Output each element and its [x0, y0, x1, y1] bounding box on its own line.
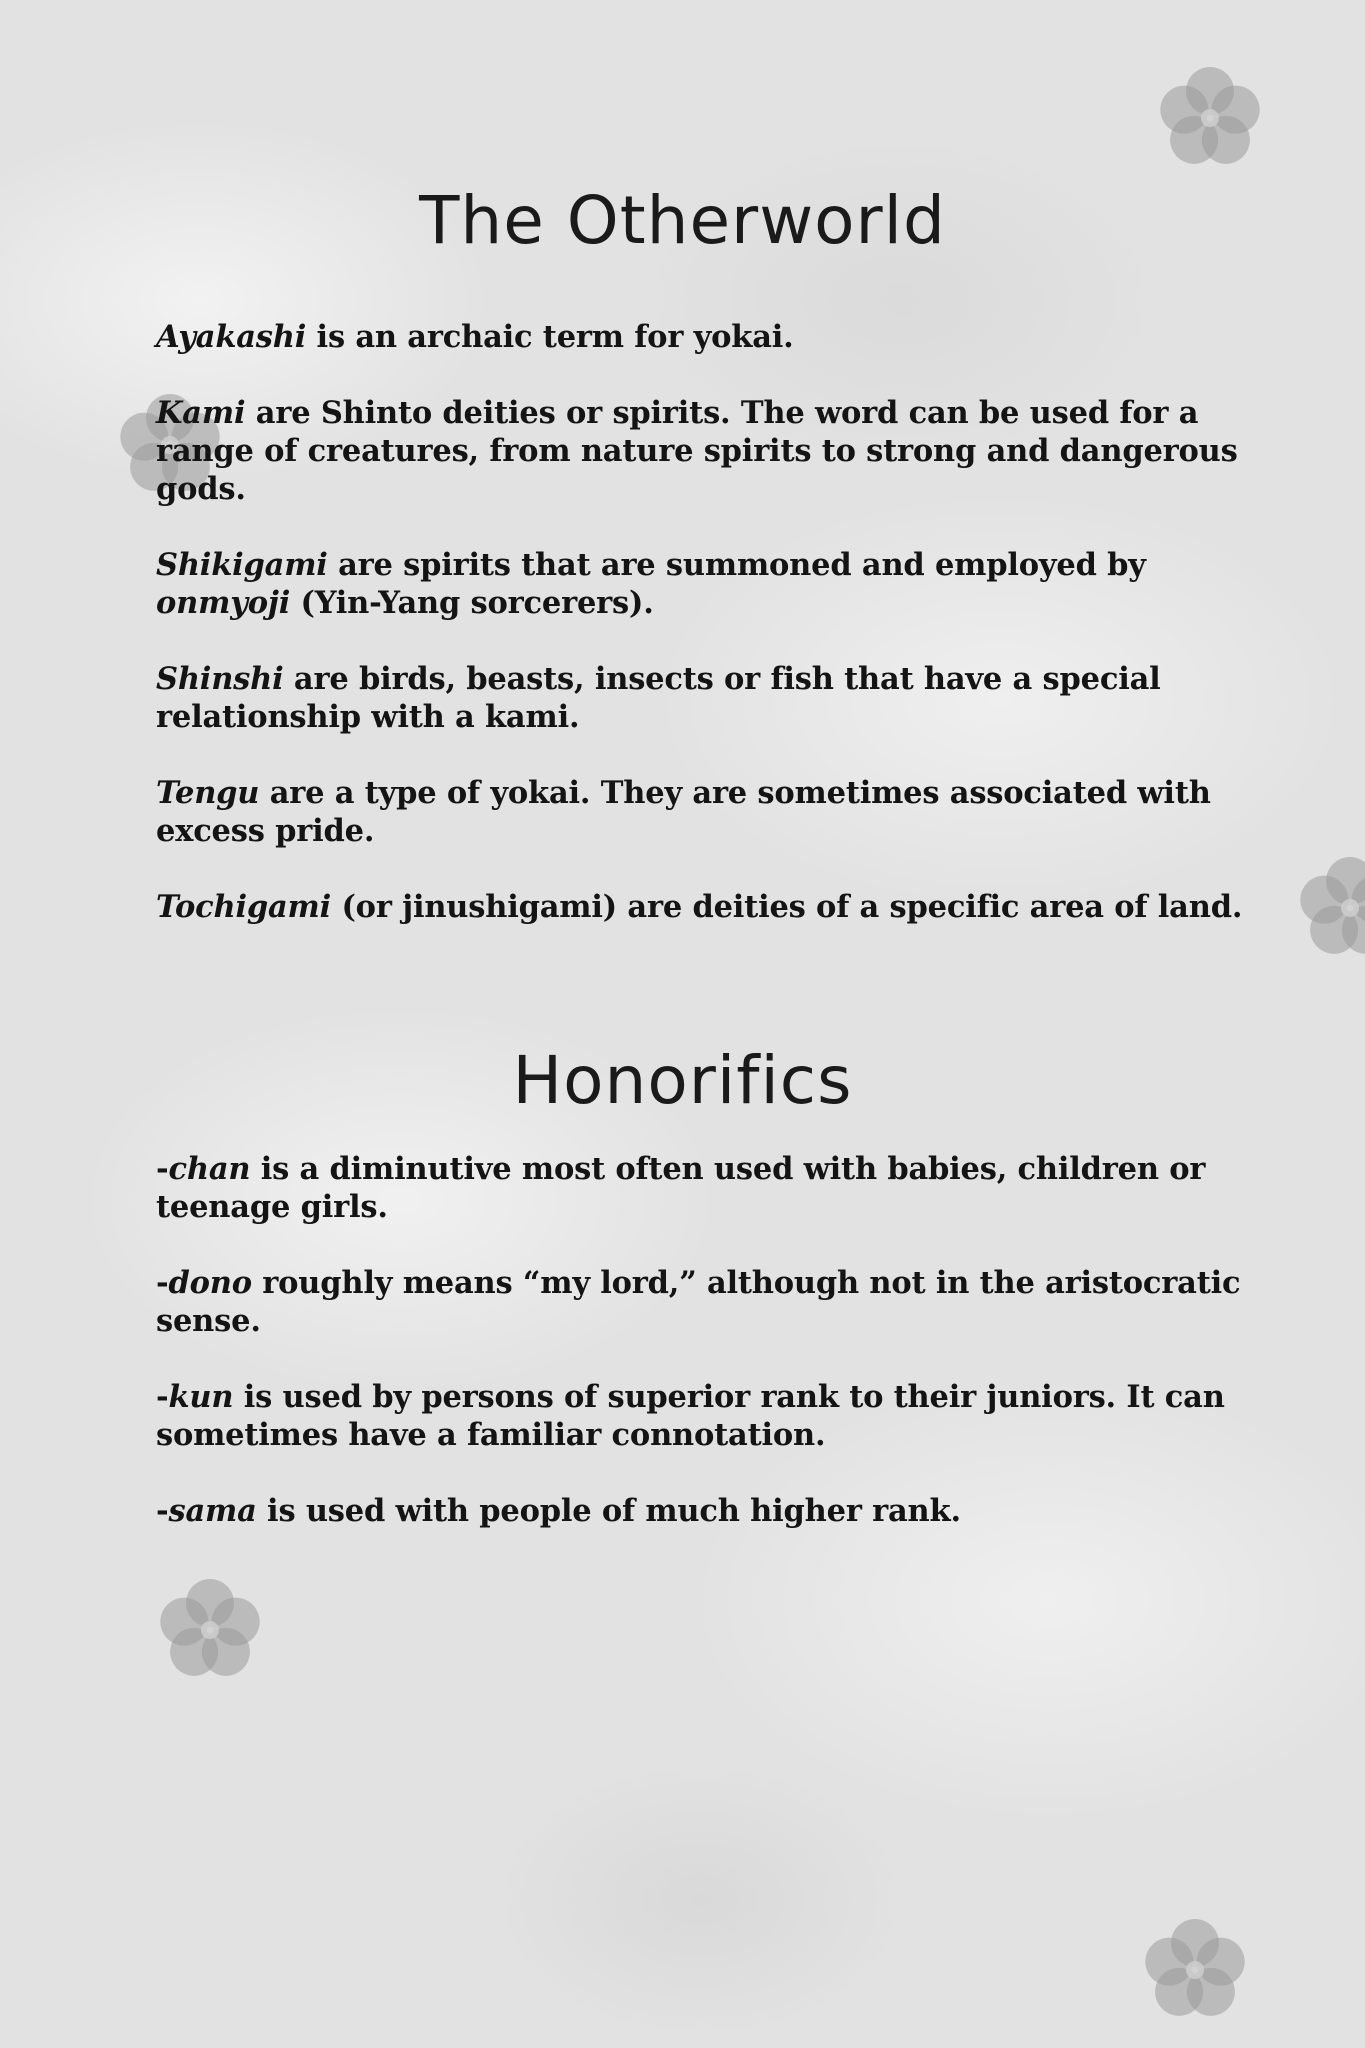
glossary-definition: is an archaic term for yokai. — [306, 319, 794, 355]
glossary-entry-ayakashi — [156, 318, 1246, 356]
honorific-definition: is a diminutive most often used with babies, children or teenage girls. — [156, 1151, 1206, 1225]
honorific-definition: roughly means “my lord,” although not in the aristocratic sense. — [156, 1265, 1241, 1339]
blossom-petal — [160, 1598, 208, 1646]
blossom-center — [1201, 109, 1219, 127]
honorific-definition: is used with people of much higher rank. — [256, 1493, 961, 1529]
blossom-center — [1341, 899, 1359, 917]
glossary-definition: are Shinto deities or spirits. The word can be used for a range of creatures, from nature spirits to strong and dangerous gods. — [156, 395, 1238, 507]
honorific-definition: is used by persons of superior rank to their juniors. It can sometimes have a familiar connotation. — [156, 1379, 1225, 1453]
glossary-definition: (or jinushigami) are deities of a specific area of land. — [331, 889, 1243, 925]
blossom-center — [201, 1621, 219, 1639]
glossary-definition: are spirits that are summoned and employed by — [327, 547, 1146, 583]
blossom-center — [1186, 1961, 1204, 1979]
honorific-entry-kun — [156, 1378, 1246, 1454]
plum-blossom-icon — [1150, 58, 1270, 178]
plum-blossom-shape — [1135, 1910, 1255, 2030]
blossom-petal — [1160, 86, 1208, 134]
glossary-term: Tengu — [156, 775, 260, 811]
glossary-definition: are birds, beasts, insects or fish that have a special relationship with a kami. — [156, 661, 1161, 735]
glossary-term: Tochigami — [156, 889, 332, 925]
plum-blossom-shape — [150, 1570, 270, 1690]
glossary-term: Shinshi — [156, 661, 284, 697]
honorific-entry-chan — [156, 1150, 1246, 1226]
honorifics-glossary — [156, 1150, 1246, 1568]
honorific-prefix: - — [156, 1379, 169, 1415]
glossary-definition: are a type of yokai. They are sometimes associated with excess pride. — [156, 775, 1211, 849]
glossary-term: Ayakashi — [156, 319, 307, 355]
plum-blossom-shape — [1290, 848, 1365, 968]
honorific-entry-dono — [156, 1264, 1246, 1340]
glossary-definition-tail: (Yin-Yang sorcerers). — [290, 585, 654, 621]
honorific-term: dono — [168, 1265, 252, 1301]
section-title-otherworld: The Otherworld — [419, 182, 946, 259]
section-title-honorifics: Honorifics — [512, 1042, 853, 1119]
plum-blossom-icon — [150, 1570, 270, 1690]
glossary-entry-kami — [156, 394, 1246, 508]
glossary-entry-tochigami — [156, 888, 1246, 926]
honorific-prefix: - — [156, 1493, 169, 1529]
plum-blossom-icon — [1290, 848, 1365, 968]
honorific-prefix: - — [156, 1151, 169, 1187]
glossary-entry-shinshi — [156, 660, 1246, 736]
honorific-term: chan — [168, 1151, 251, 1187]
plum-blossom-icon — [1135, 1910, 1255, 2030]
glossary-entry-shikigami — [156, 546, 1246, 622]
glossary-term: Shikigami — [156, 547, 328, 583]
glossary-term: Kami — [156, 395, 246, 431]
honorific-entry-sama — [156, 1492, 1246, 1530]
honorific-term: kun — [168, 1379, 234, 1415]
otherworld-glossary — [156, 318, 1246, 964]
honorific-prefix: - — [156, 1265, 169, 1301]
blossom-petal — [1145, 1938, 1193, 1986]
glossary-term-inline: onmyoji — [156, 585, 291, 621]
glossary-entry-tengu — [156, 774, 1246, 850]
plum-blossom-shape — [1150, 58, 1270, 178]
blossom-petal — [1300, 876, 1348, 924]
honorific-term: sama — [168, 1493, 257, 1529]
